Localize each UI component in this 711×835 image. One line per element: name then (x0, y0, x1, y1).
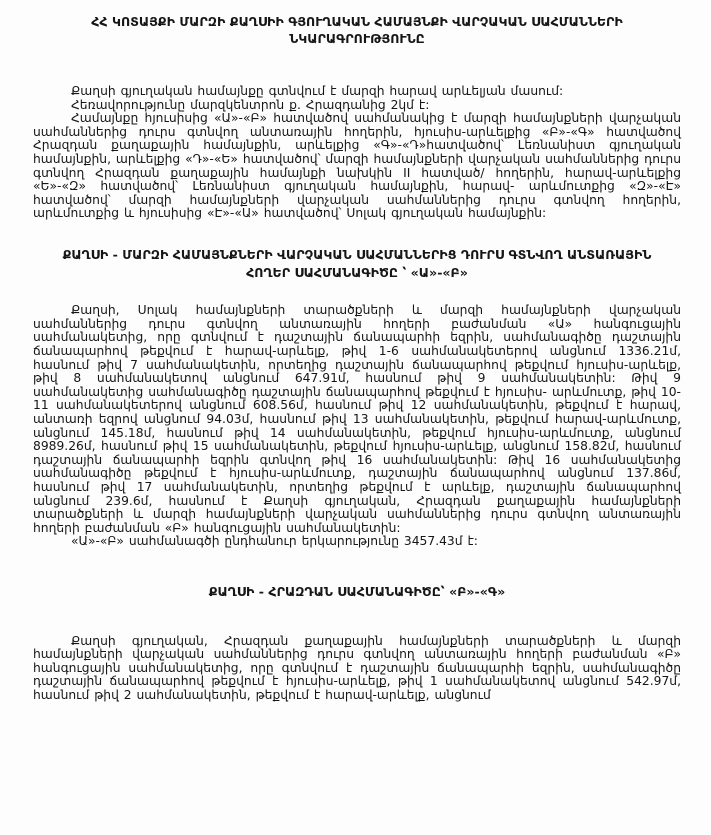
section-heading-hrazdan-b-g: ՔԱՂՍԻ - ՀՐԱԶԴԱՆ ՍԱՀՄԱՆԱԳԻԾԸ՝ «Բ»-«Գ» (208, 583, 506, 599)
document-title: ՀՀ ԿՈՏԱՅՔԻ ՄԱՐԶԻ ՔԱՂՍԻԻ ԳՅՈՒՂԱԿԱՆ ՀԱՄԱՅՆՔԻ ՎԱՐՉԱԿԱՆ ՍԱՀՄԱՆՆԵՐԻ ՆԿԱՐԱԳՐՈՒԹՅՈՒՆԸ (91, 14, 623, 46)
section-heading-forest-lands-a-b: ՔԱՂՍԻ - ՄԱՐԶԻ ՀԱՄԱՅՆՔՆԵՐԻ ՎԱՐՉԱԿԱՆ ՍԱՀՄԱՆՆԵՐԻՑ ԴՈՒՐՍ ԳՏՆՎՈՂ ԱՆՏԱՌԱՅԻՆ ՀՈՂԵՐ ՍԱՀՄԱՆԱԳԻԾԸ ՝ «Ա»-«Բ» (62, 246, 652, 280)
intro-paragraph-distance: Հեռավորությունը մարզկենտրոն ք. Հրազդանից 2կմ է: (71, 97, 430, 112)
intro-paragraph-location: Քաղսի գյուղական համայնքը գտնվում է մարզի հարավ արևելյան մասում: (71, 84, 564, 98)
section-paragraph-total-length-a-b: «Ա»-«Բ» սահմանագծի ընդհանուր երկարությունը 3457.43մ է: (71, 534, 478, 549)
intro-paragraph-borders: Համայնքը հյուսիսից «Ա»-«Բ» հատվածով սահմանակից է մարզի համայնքների վարչական սահմաններից դուրս գտնվող անտառային հողերին, հյուսիս-արևելքից «Բ»-«Գ» հատվածով Հրազդան քաղաքային համայնքին, արևելքից «Գ»-«Դ»հատվածով՝ Լեռնանիստ գյուղական համայնքին, արևելքից «Դ»-«Ե» հատվածով՝ մարզի համայնքների վարչական սահմաններից դուրս գտնվող Հրազդան քաղաքային համայնքի նախկին II հատված/ հողերին, հարավ-արևելքից «Ե»-«Զ» հատվածով՝ Լեռնանիստ գյուղական համայնքին, հարավ- արևմուտքից «Զ»-«Է» հատվածով՝ մարզի համայնքների վարչական սահմաններից դուրս գտնվող հողերին, արևմուտքից և հյուսիսից «Է»-«Ա» հատվածով՝ Սոլակ գյուղական համայնքին: (33, 111, 681, 221)
section-paragraph-boundary-description-a-b: Քաղսի, Սոլակ համայնքների տարածքների և մարզի համայնքների վարչական սահմաններից դուրս գտնվող անտառային հողերի բաժանման «Ա» հանգուցային սահմանակետից, որը գտնվում է դաշտային ճանապարհի եզրին, սահմանագիծը դաշտային ճանապարհով թեքվում է հարավ-արևելք, թիվ 1-6 սահմանակետերով անցնում 1336.21մ, հասնում թիվ 7 սահմանակետին, որտեղից դաշտային ճանապարհով թեքվում հյուսիս-արևելք, թիվ 8 սահմանակետով անցնում 647.91մ, հասնում թիվ 9 սահմանակետին: Թիվ 9 սահմանակետից սահմանագիծը դաշտային ճանապարհով թեքվում է հյուսիս- արևմուտք, թիվ 10-11 սահմանակետերով անցնում 608.56մ, հասնում թիվ 12 սահմանակետին, թեքվում է հարավ, անտառի եզրով անցնում 94.03մ, հասնում թիվ 13 սահմանակետին, թեքվում հարավ-արևմուտք, անցնում 145.18մ, հասնում թիվ 14 սահմանակետին, թեքվում հյուսիս-արևմուտք, անցնում 8989.26մ, հասնում թիվ 15 սահմանակետին, թեքվում հյուսիս-արևելք, անցնում 158.82մ, հասնում դաշտային ճանապարհի եզրին գտնվող թիվ 16 սահմանակետին: Թիվ 16 սահմանակետից սահմանագիծը թեքվում է հյուսիս-արևմուտք, դաշտային ճանապարհով անցնում 137.86մ, հասնում թիվ 17 սահմանակետին, որտեղից թեքվում է արևելք, դաշտային ճանապարհով անցնում 239.6մ, հասնում է Քաղսի գյուղական, Հրազդան քաղաքային համայնքների տարածքների և մարզի համայնքների վարչական սահմաններից դուրս գտնվող անտառային հողերի բաժանման «Բ» հանգուցային սահմանակետին: (33, 303, 681, 535)
section-paragraph-boundary-description-b-g: Քաղսի գյուղական, Հրազդան քաղաքային համայնքների տարածքների և մարզի համայնքների վարչական սահմաններից դուրս գտնվող անտառային հողերի բաժանման «Բ» հանգուցային սահմանակետից, որը գտնվում է դաշտային ճանապարհի եզրին, սահմանագիծը դաշտային ճանապարհով թեքվում է հյուսիս-արևելք, թիվ 1 սահմանակետով անցնում 542.97մ, հասնում թիվ 2 սահմանակետին, թեքվում է հարավ-արևելք, անցնում (33, 633, 681, 702)
